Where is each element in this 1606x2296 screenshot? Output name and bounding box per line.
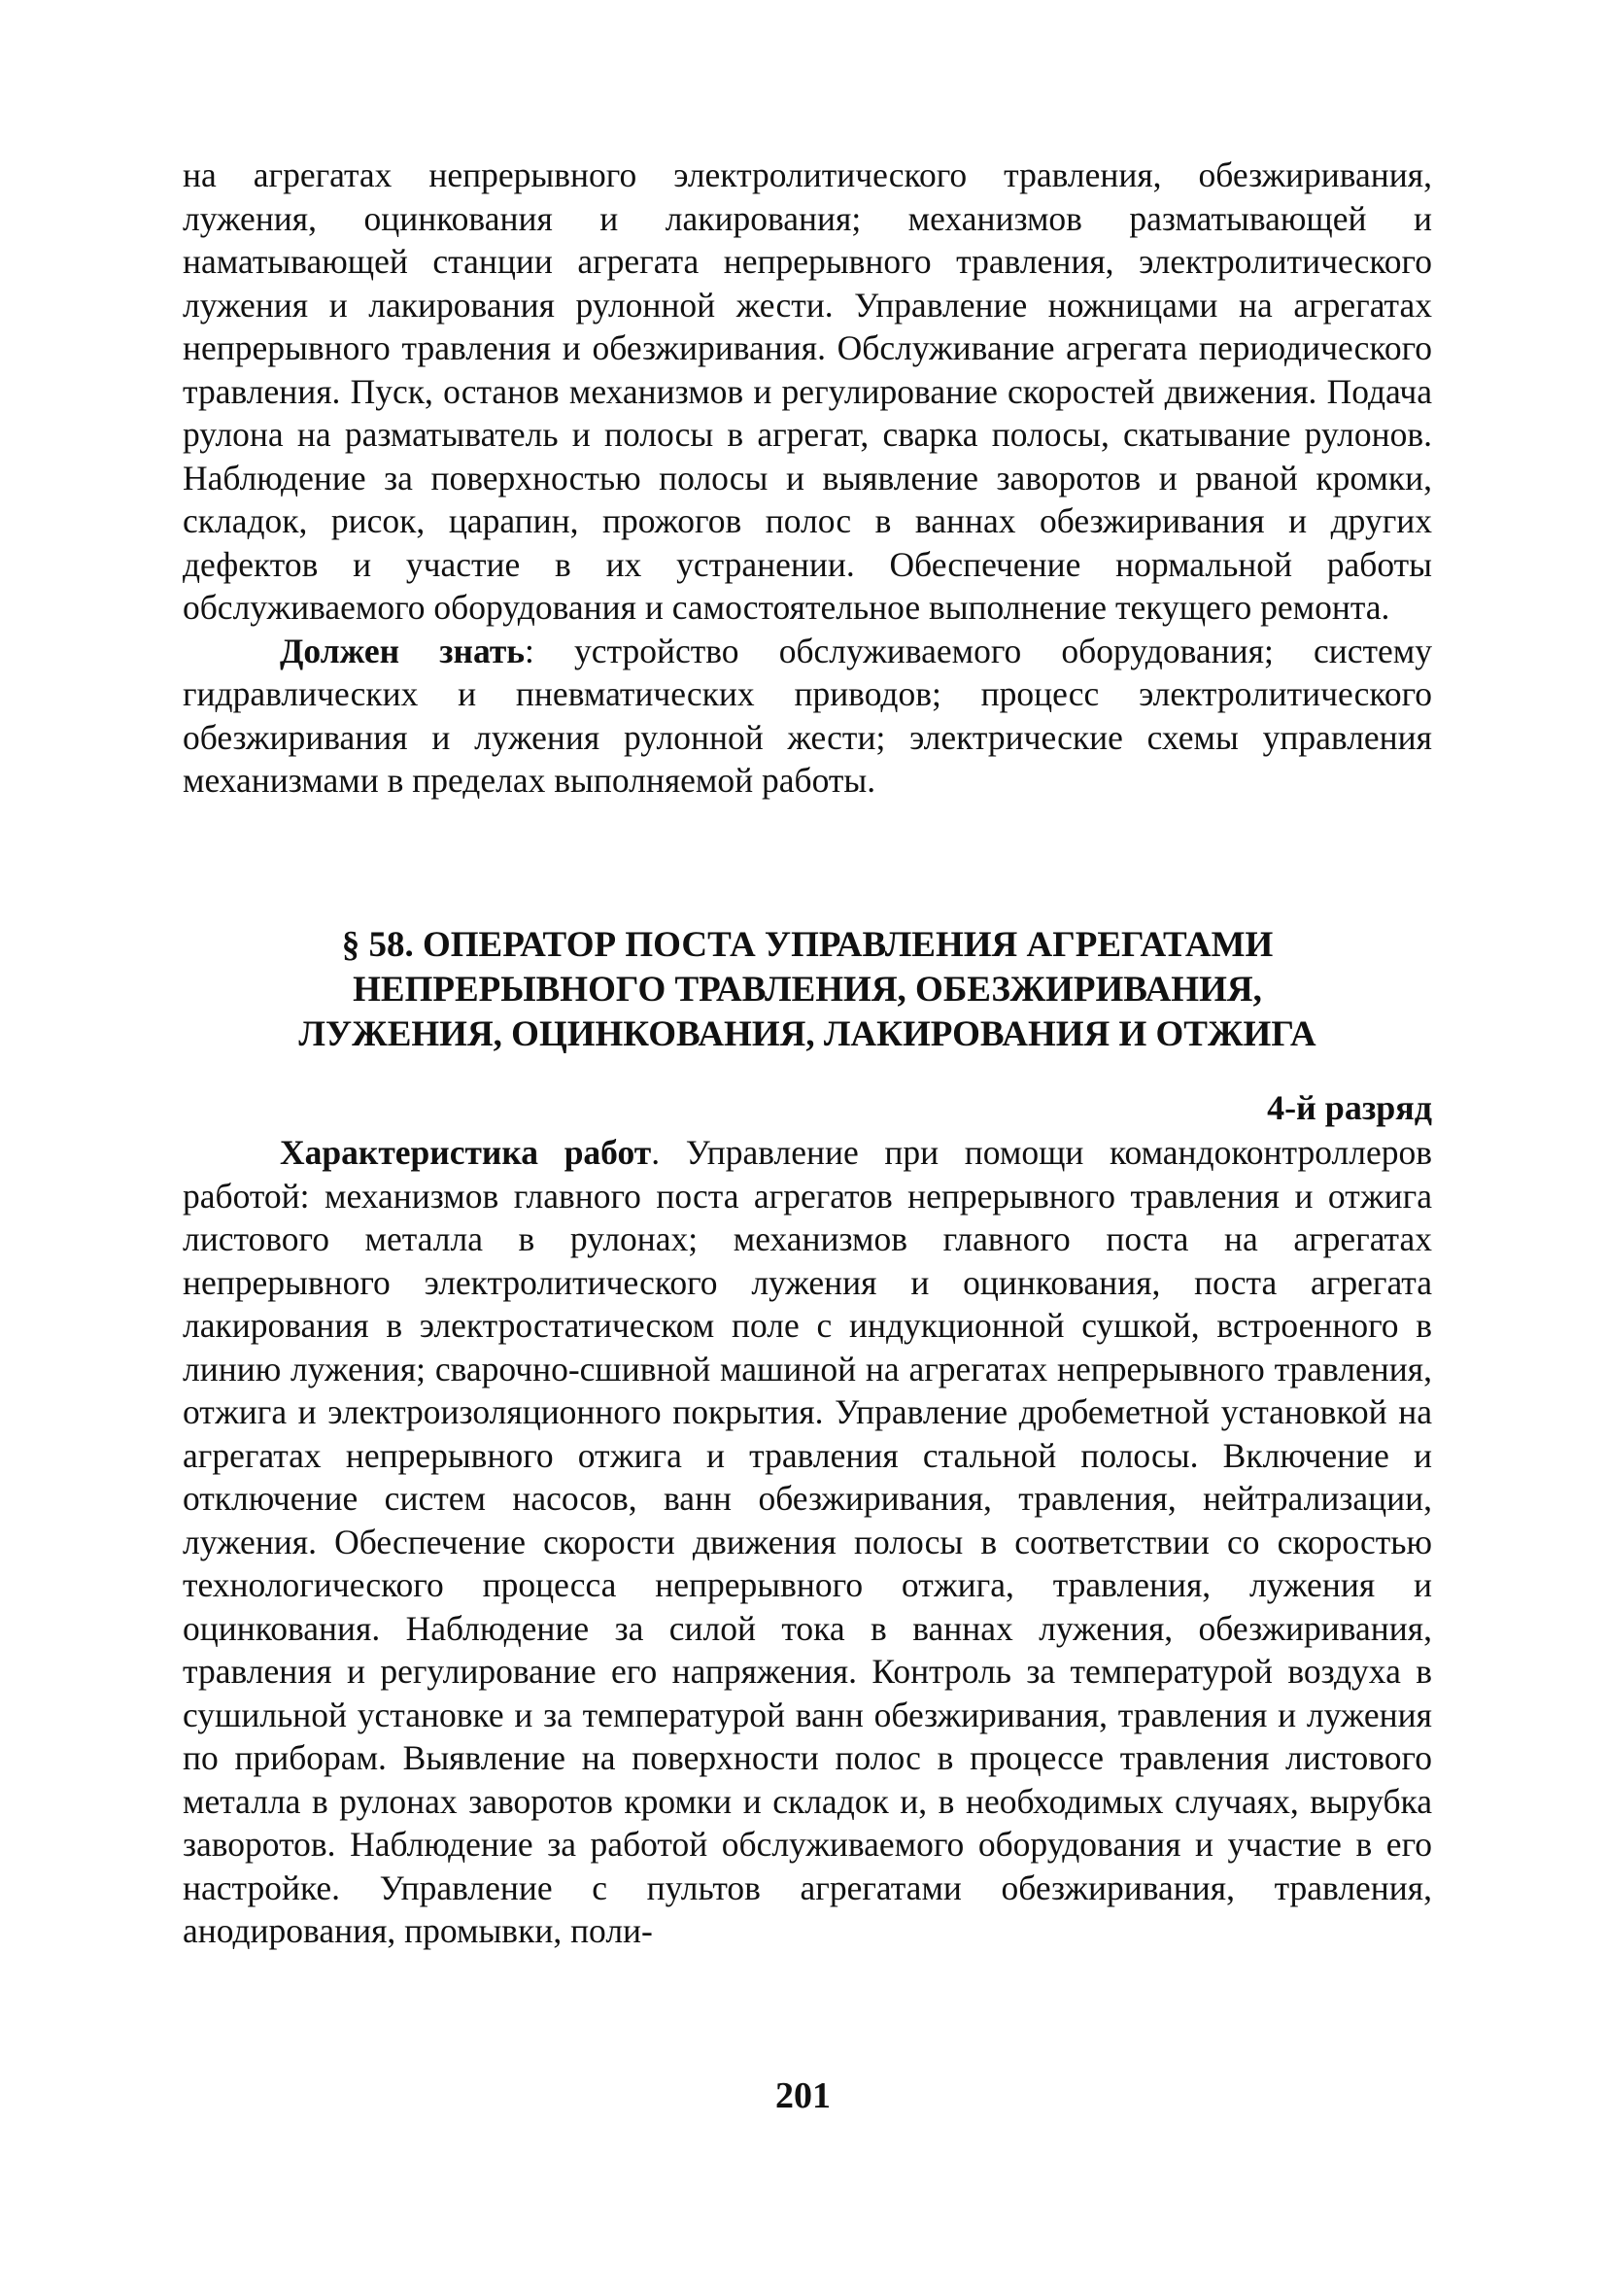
must-know-label: Должен знать [280, 631, 526, 670]
intro-paragraph: на агрегатах непрерывного электролитического травления, обезжиривания, лужения, оцинкования и лакирования; механизмов разматывающей и наматывающей станции агрегата непрерывного травления, электролитического лужения и лакирования рулонной жести. Управление ножницами на агрегатах непрерывного травления и обезжиривания. Обслуживание агрегата периодического травления. Пуск, останов механизмов и регулирование скоростей движения. Подача рулона на разматыватель и полосы в агрегат, сварка полосы, скатывание рулонов. Наблюдение за поверхностью полосы и выявление заворотов и рваной кромки, складок, рисок, царапин, прожогов полос в ваннах обезжиривания и других дефектов и участие в их устранении. Обеспечение нормальной работы обслуживаемого оборудования и самостоятельное выполнение текущего ремонта. [183, 155, 1432, 627]
section-heading-line-3: ЛУЖЕНИЯ, ОЦИНКОВАНИЯ, ЛАКИРОВАНИЯ И ОТЖИГА [298, 1014, 1316, 1054]
section-heading [183, 923, 1432, 1057]
work-characteristics-label: Характеристика работ [280, 1133, 652, 1172]
page-number: 201 [775, 2075, 831, 2116]
must-know-text: : устройство обслуживаемого оборудования; систему гидравлических и пневматических приводов; процесс электролитического обезжиривания и лужения рулонной жести; электрические схемы управления механизмами в пределах выполняемой работы. [183, 631, 1432, 800]
work-characteristics-text: . Управление при помощи командоконтроллеров работой: механизмов главного поста агрегатов непрерывного травления и отжига листового металла в рулонах; механизмов главного поста на агрегатах непрерывного электролитического лужения и оцинкования, поста агрегата лакирования в электростатическом поле с индукционной сушкой, встроенного в линию лужения; сварочно-сшивной машиной на агрегатах непрерывного травления, отжига и электроизоляционного покрытия. Управление дробеметной установкой на агрегатах непрерывного отжига и травления стальной полосы. Включение и отключение систем насосов, ванн обезжиривания, травления, нейтрализации, лужения. Обеспечение скорости движения полосы в соответствии со скоростью технологического процесса непрерывного отжига, травления, лужения и оцинкования. Наблюдение за силой тока в ваннах лужения, обезжиривания, травления и регулирование его напряжения. Контроль за температурой воздуха в сушильной установке и за температурой ванн обезжиривания, травления и лужения по приборам. Выявление на поверхности полос в процессе травления листового металла в рулонах заворотов кромки и складок и, в необходимых случаях, вырубка заворотов. Наблюдение за работой обслуживаемого оборудования и участие в его настройке. Управление с пультов агрегатами обезжиривания, травления, анодирования, промывки, поли- [183, 1133, 1432, 1950]
work-characteristics-paragraph [183, 1131, 1432, 1953]
body-text-bottom [183, 1131, 1432, 1953]
body-text-top [183, 154, 1432, 803]
grade-label: 4-й разряд [1267, 1088, 1432, 1127]
section-heading-line-2: НЕПРЕРЫВНОГО ТРАВЛЕНИЯ, ОБЕЗЖИРИВАНИЯ, [353, 970, 1262, 1010]
section-heading-line-1: § 58. ОПЕРАТОР ПОСТА УПРАВЛЕНИЯ АГРЕГАТАМИ [341, 925, 1274, 965]
must-know-paragraph [183, 630, 1432, 803]
